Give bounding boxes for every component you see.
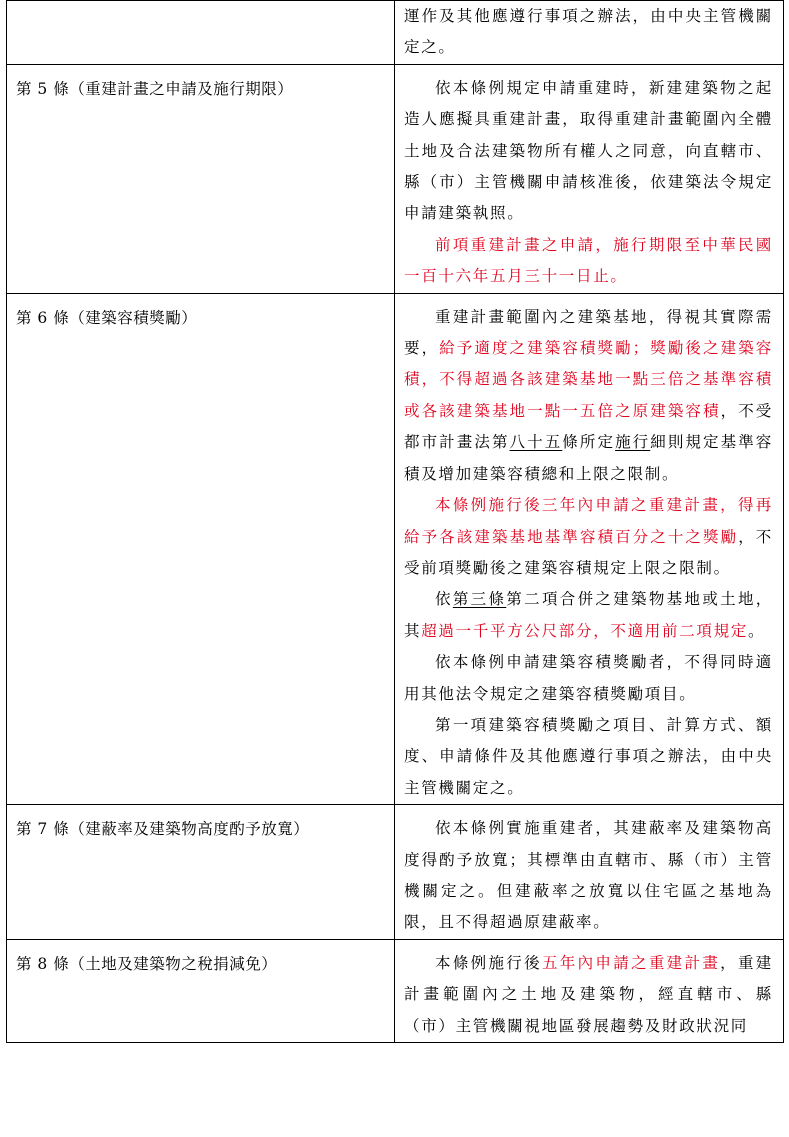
article-paragraph [404, 302, 773, 490]
article-row [7, 64, 784, 293]
article-text-cell [395, 805, 784, 940]
text-run: ，重建計畫範圍內之土地及建築物，經直轄市、縣（市）主管機關視地區發展趨勢及財政狀況同 [404, 953, 773, 1035]
article-text [395, 65, 783, 293]
article-title-cell [7, 293, 395, 805]
article-paragraph [404, 1, 773, 64]
article-title-cell [7, 64, 395, 293]
article-text-cell [395, 64, 784, 293]
amended-text: 五年內申請之重建計畫 [541, 953, 721, 972]
text-run: 第二項合併之建築物基地或土地，其 [404, 590, 773, 640]
article-title-cell [7, 939, 395, 1042]
text-run: ，不受前項獎勵後之建築容積規定上限之限制。 [404, 527, 773, 577]
article-text-cell [395, 939, 784, 1042]
text-run: 依本條例實施重建者，其建蔽率及建築物高度得酌予放寬；其標準由直轄市、縣（市）主管機關定之。但建蔽率之放寬以住宅區之基地為限，且不得超過原建蔽率。 [404, 819, 773, 932]
underlined-text: 八十五 [509, 433, 563, 452]
article-paragraph [404, 710, 773, 804]
article-row [7, 293, 784, 805]
text-run: 。 [748, 621, 766, 640]
text-run: 運作及其他應遵行事項之辦法，由中央主管機關定之。 [404, 7, 773, 57]
amended-text: 超過一千平方公尺部分，不適用前二項規定 [421, 621, 749, 640]
text-run: 依 [435, 590, 453, 609]
article-paragraph [404, 647, 773, 710]
amended-text: 給予適度之建築容積獎勵；獎勵後之建築容積，不得超過各該建築基地一點三倍之基準容積或各該建築基地一點一五倍之原建築容積 [404, 339, 773, 420]
article-title [7, 1, 394, 10]
article-title-cell [7, 1, 395, 65]
article-paragraph [404, 230, 773, 293]
article-title: 第 7 條（建蔽率及建築物高度酌予放寬） [16, 820, 310, 839]
amended-text: 本條例施行後三年內申請之重建計畫，得再給予各該建築基地基準容積百分之十之獎勵 [404, 496, 773, 546]
underlined-text: 施行 [615, 433, 651, 452]
regulation-table [6, 0, 784, 1043]
article-row [7, 805, 784, 940]
article-paragraph [404, 490, 773, 584]
underlined-text: 第三條 [452, 590, 507, 609]
text-run: ，不受都市計畫法第 [404, 401, 773, 452]
article-paragraph [404, 73, 773, 230]
article-paragraph [404, 813, 773, 939]
article-paragraph [404, 584, 773, 647]
text-run: 依本條例申請建築容積獎勵者，不得同時適用其他法令規定之建築容積獎勵項目。 [404, 653, 773, 703]
article-paragraph [404, 948, 773, 1042]
article-row [7, 939, 784, 1042]
text-run: 條所定 [562, 433, 616, 452]
text-run: 依本條例規定申請重建時，新建建築物之起造人應擬具重建計畫，取得重建計畫範圍內全體土地及合法建築物所有權人之同意，向直轄市、縣（市）主管機關申請核准後，依建築法令規定申請建築執照。 [404, 78, 773, 223]
amended-text: 前項重建計畫之申請，施行期限至中華民國一百十六年五月三十一日止。 [404, 235, 773, 286]
article-row [7, 1, 784, 65]
article-text-cell [395, 1, 784, 65]
article-text-cell [395, 293, 784, 805]
text-run: 第一項建築容積獎勵之項目、計算方式、額度、申請條件及其他應遵行事項之辦法，由中央主管機關定之。 [404, 715, 773, 797]
article-text [395, 805, 783, 939]
article-text [395, 1, 783, 64]
article-title: 第 5 條（重建計畫之申請及施行期限） [16, 79, 294, 98]
text-run: 重建計畫範圍內之建築基地，得視其實際需要， [404, 307, 773, 358]
article-text [395, 294, 783, 805]
article-title: 第 6 條（建築容積獎勵） [16, 308, 198, 327]
text-run: 細則規定基準容積及增加建築容積總和上限之限制。 [404, 433, 773, 483]
article-title-cell [7, 805, 395, 940]
text-run: 本條例施行後 [435, 953, 542, 972]
article-text [395, 940, 783, 1042]
article-title: 第 8 條（土地及建築物之稅捐減免） [16, 954, 278, 973]
